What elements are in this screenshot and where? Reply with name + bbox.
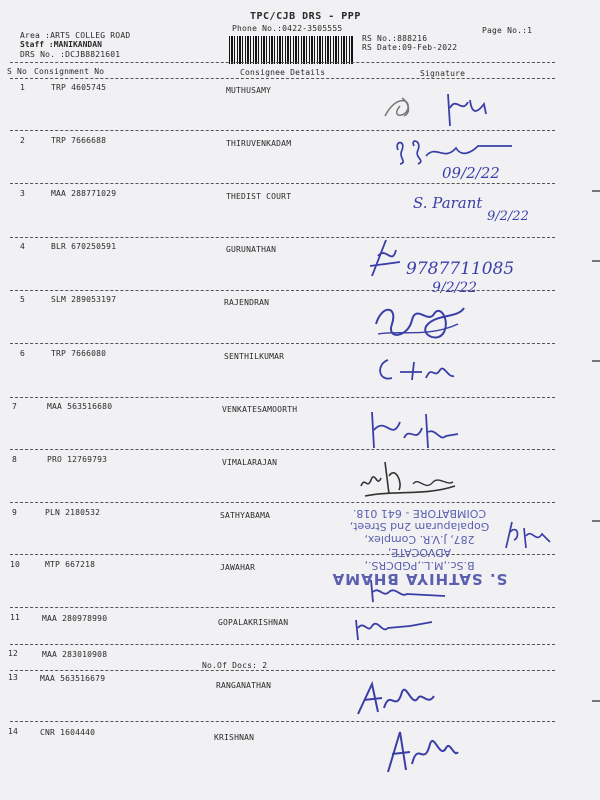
row-consignee: KRISHNAN xyxy=(214,733,255,742)
row-sno: 4 xyxy=(20,242,26,251)
row-consignment: PLN 2180532 xyxy=(45,508,101,517)
signature-row-6 xyxy=(374,354,474,388)
divider xyxy=(10,607,555,608)
row-consignee: GOPALAKRISHNAN xyxy=(218,618,289,627)
row-consignee: VENKATESAMOORTH xyxy=(222,405,298,414)
divider xyxy=(10,670,555,671)
stamp-line: Gopalapuram 2nd Street, xyxy=(349,520,490,533)
signature-row-8 xyxy=(355,456,475,504)
row3-handwritten-name: S. Parant xyxy=(413,194,483,212)
row-sno: 13 xyxy=(8,673,19,682)
row-consignee: THIRUVENKADAM xyxy=(226,139,292,148)
scan-mark xyxy=(592,190,600,192)
scan-mark xyxy=(592,360,600,362)
row-sno: 6 xyxy=(20,349,26,358)
row-consignee: MUTHUSAMY xyxy=(226,86,272,95)
row-consignee: RANGANATHAN xyxy=(216,681,272,690)
signature-row-3 xyxy=(405,190,555,226)
drs-number: DRS No. :DCJB8821601 xyxy=(20,50,121,59)
row-consignment: MAA 280978990 xyxy=(42,614,108,623)
row-consignment: SLM 289053197 xyxy=(51,295,117,304)
row-consignment: TRP 7666688 xyxy=(51,136,107,145)
document-title: TPC/CJB DRS - PPP xyxy=(250,11,361,22)
row-consignment: PRO 12769793 xyxy=(47,455,108,464)
row-sno: 14 xyxy=(8,727,19,736)
divider xyxy=(10,721,555,722)
row-consignee: VIMALARAJAN xyxy=(222,458,278,467)
scan-mark xyxy=(592,700,600,702)
row-sno: 10 xyxy=(10,560,21,569)
row-consignee: RAJENDRAN xyxy=(224,298,270,307)
scan-mark xyxy=(592,260,600,262)
row-consignment: MAA 563516680 xyxy=(47,402,113,411)
row-consignment: BLR 670250591 xyxy=(51,242,117,251)
row-sno: 3 xyxy=(20,189,26,198)
phone-number: Phone No.:0422-3505555 xyxy=(232,24,343,33)
row2-handwritten-date: 09/2/22 xyxy=(442,164,500,182)
row-sno: 11 xyxy=(10,613,21,622)
signature-row-11 xyxy=(350,612,440,642)
row4-handwritten-phone: 9787711085 xyxy=(406,259,515,279)
stamp-line: B.Sc.,M.L.,PGDCRS., xyxy=(364,559,475,572)
divider xyxy=(10,397,555,398)
barcode xyxy=(229,36,354,64)
row-consignee: SENTHILKUMAR xyxy=(224,352,285,361)
col-sno: S No xyxy=(7,67,28,76)
row-consignment: CNR 1604440 xyxy=(40,728,96,737)
row-consignee: JAWAHAR xyxy=(220,563,256,572)
signature-row-7 xyxy=(364,408,474,456)
row-consignee: GURUNATHAN xyxy=(226,245,277,254)
row-sno: 9 xyxy=(12,508,18,517)
row-sno: 2 xyxy=(20,136,26,145)
col-consignment: Consignment No xyxy=(34,67,105,76)
row-sno: 7 xyxy=(12,402,18,411)
divider xyxy=(10,62,555,63)
stamp-line: COIMBATORE - 641 018. xyxy=(352,507,487,520)
signature-row-4 xyxy=(366,236,546,296)
row-sno: 12 xyxy=(8,649,19,658)
rs-date: RS Date:09-Feb-2022 xyxy=(362,43,458,52)
row-consignee: SATHYABAMA xyxy=(220,511,271,520)
no-of-docs: No.Of Docs: 2 xyxy=(202,661,268,670)
stamp-line: ADVOCATE, xyxy=(387,546,452,559)
stamp-line: S. SATHIYA BHAMA xyxy=(331,570,508,588)
signature-row-14 xyxy=(382,724,462,778)
col-consignee: Consignee Details xyxy=(240,68,326,77)
divider xyxy=(10,644,555,645)
row-consignment: MAA 283010908 xyxy=(42,650,108,659)
signature-row-1 xyxy=(380,86,500,132)
scan-mark xyxy=(592,520,600,522)
signature-row-5 xyxy=(368,294,478,350)
row3-handwritten-date: 9/2/22 xyxy=(487,209,529,224)
row-sno: 5 xyxy=(20,295,26,304)
signature-row-13 xyxy=(352,678,442,722)
col-signature: Signature xyxy=(420,69,466,78)
row-sno: 8 xyxy=(12,455,18,464)
divider xyxy=(10,78,555,79)
row-consignment: MTP 667218 xyxy=(45,560,96,569)
area-label: Area :ARTS COLLEG ROAD xyxy=(20,31,131,40)
page-number: Page No.:1 xyxy=(482,26,533,35)
signature-row-2 xyxy=(392,138,542,186)
staff-label: Staff :MANIKANDAN xyxy=(20,40,102,49)
rs-number: RS No.:888216 xyxy=(362,34,428,43)
row-consignment: MAA 563516679 xyxy=(40,674,106,683)
row-consignment: MAA 288771029 xyxy=(51,189,117,198)
row-consignee: THEDIST COURT xyxy=(226,192,292,201)
stamp-line: 287, J.V.R. Complex, xyxy=(364,533,475,546)
advocate-stamp xyxy=(322,505,517,588)
row-consignment: TRP 4605745 xyxy=(51,83,107,92)
row-sno: 1 xyxy=(20,83,26,92)
row4-handwritten-date: 9/2/22 xyxy=(432,280,478,296)
row-consignment: TRP 7666080 xyxy=(51,349,107,358)
